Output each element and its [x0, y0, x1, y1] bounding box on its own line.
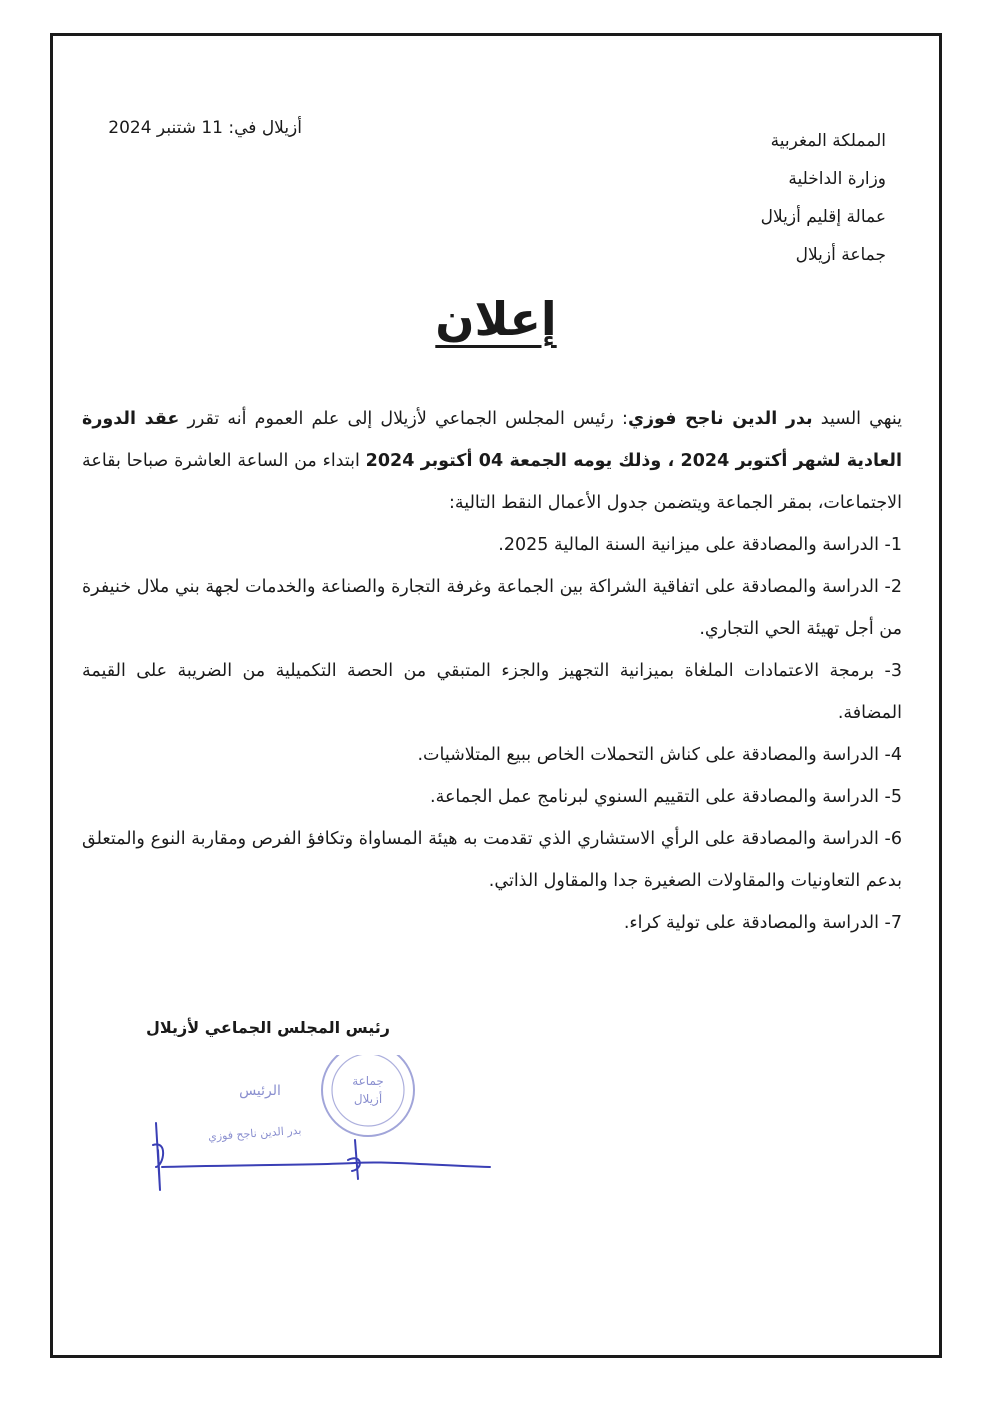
agenda-item: 2- الدراسة والمصادقة على اتفاقية الشراكة بين الجماعة وغرفة التجارة والصناعة والخدمات لجهة بني ملال خنيفرة من أجل تهيئة الحي التجاري. — [82, 577, 902, 639]
intro-pre: ينهي السيد — [812, 409, 902, 429]
stamp-label: الرئيس — [239, 1083, 281, 1099]
handwritten-signature — [153, 1123, 490, 1190]
intro-post: : رئيس المجلس الجماعي لأزيلال إلى علم العموم أنه تقرر — [179, 409, 628, 429]
page-title — [0, 292, 992, 346]
agenda-item: 4- الدراسة والمصادقة على كناش التحملات الخاص ببيع المتلاشيات. — [417, 745, 902, 765]
agenda-item: 5- الدراسة والمصادقة على التقييم السنوي لبرنامج عمل الجماعة. — [430, 787, 902, 807]
agenda-item: 6- الدراسة والمصادقة على الرأي الاستشاري الذي تقدمت به هيئة المساواة وتكافؤ الفرص ومقاربة النوع والمتعلق بدعم التعاونيات والمقاولات الصغيرة جدا والمقاول الذاتي. — [82, 829, 902, 891]
signature-block — [150, 1055, 510, 1205]
official-stamp — [322, 1055, 414, 1136]
session-details: عقد الدورة العادية لشهر أكتوبر 2024 ، وذلك يومه الجمعة 04 أكتوبر 2024 — [82, 409, 902, 471]
stamp-and-signature — [150, 1055, 510, 1205]
title-text: إعلان — [435, 292, 557, 346]
letterhead-line-commune: جماعة أزيلال — [795, 245, 886, 265]
letterhead-line-province: عمالة إقليم أزيلال — [760, 207, 886, 227]
agenda-list — [82, 524, 902, 944]
intro-paragraph — [82, 398, 902, 524]
announcement-body — [82, 398, 902, 944]
agenda-item: 3- برمجة الاعتمادات الملغاة بميزانية التجهيز والجزء المتبقي من الحصة التكميلية من الضريبة على القيمة المضافة. — [82, 661, 902, 723]
intro-end: ابتداء من الساعة العاشرة صباحا بقاعة الاجتماعات، بمقر الجماعة ويتضمن جدول الأعمال النقط التالية: — [82, 451, 902, 513]
date-line: أزيلال في: 11 شتنبر 2024 — [108, 118, 302, 138]
letterhead-line-ministry: وزارة الداخلية — [788, 169, 886, 189]
president-name: بدر الدين ناجح فوزي — [627, 409, 813, 429]
signer-title: رئيس المجلس الجماعي لأزيلال — [146, 1018, 391, 1037]
stamp-text-top: جماعة — [352, 1074, 384, 1088]
agenda-item: 1- الدراسة والمصادقة على ميزانية السنة المالية 2025. — [498, 535, 902, 555]
stamp-name: بدر الدين ناجح فوزي — [207, 1123, 302, 1144]
agenda-item: 7- الدراسة والمصادقة على تولية كراء. — [623, 913, 902, 933]
letterhead-line-kingdom: المملكة المغربية — [770, 131, 886, 151]
stamp-text-bottom: أزيلال — [353, 1092, 383, 1106]
letterhead — [761, 122, 886, 274]
